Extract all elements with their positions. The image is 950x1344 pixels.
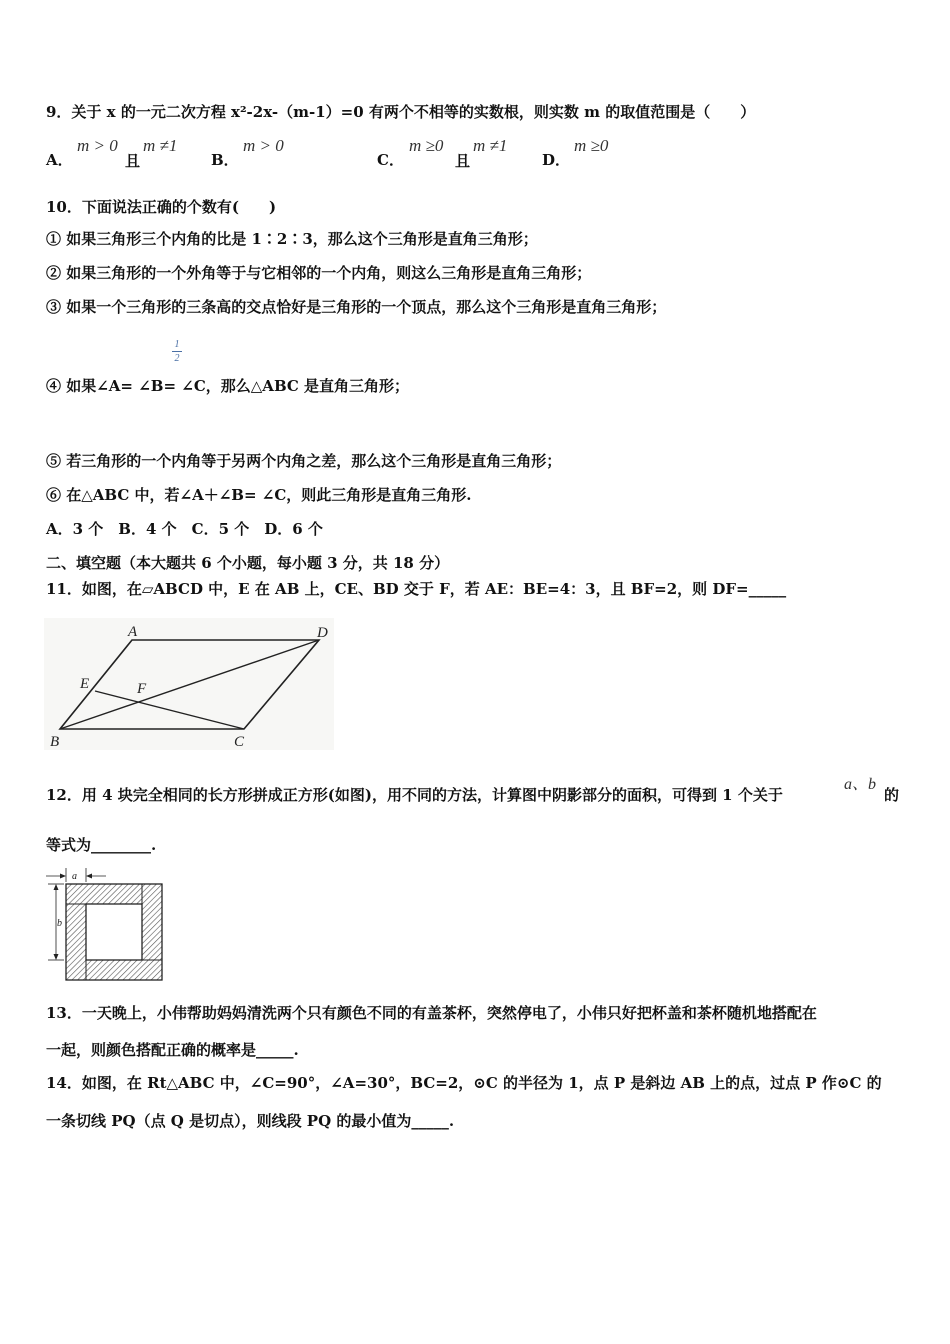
q12-stem-end: 的 [884,786,900,804]
q10-statement-5: ⑤ 若三角形的一个内角等于另两个内角之差，那么这个三角形是直角三角形； [46,452,562,470]
q9-option-d-label: D． [542,151,571,169]
q10-fraction-numerator: 1 [174,339,180,350]
q9-option-b-label: B． [211,151,239,169]
q10-statement-6: ⑥ 在△ABC 中，若∠A＋∠B= ∠C，则此三角形是直角三角形. [46,486,472,504]
q9-option-a-expr1: m > 0 [77,136,118,155]
q13-line-1: 13．一天晚上，小伟帮助妈妈清洗两个只有颜色不同的有盖茶杯，突然停电了，小伟只好把杯盖和茶杯随机地搭配在 [46,1004,817,1022]
q12-dim-arrowhead-left [60,874,66,879]
q9-option-c-connector: 且 [455,152,471,170]
q11-stem: 11．如图，在▱ABCD 中，E 在 AB 上，CE、BD 交于 F，若 AE：BE=4：3，且 BF=2，则 DF=_____ [46,580,787,598]
q12-line-2: 等式为________. [46,836,157,854]
q10-statement-1: ① 如果三角形三个内角的比是 1∶2∶3，那么这个三角形是直角三角形； [46,230,538,248]
q11-label-b: B [50,734,60,750]
q10-stem: 10．下面说法正确的个数有( ) [46,198,277,216]
q10-statement-2: ② 如果三角形的一个外角等于与它相邻的一个内角，则这么三角形是直角三角形； [46,264,592,282]
q9-option-b-expr1: m > 0 [243,136,284,155]
q9-option-a-connector: 且 [125,152,141,170]
q12-label-b: b [57,918,62,929]
q11-label-e: E [80,676,90,692]
q12-stem: 12．用 4 块完全相同的长方形拼成正方形(如图)，用不同的方法，计算图中阴影部分的面积，可得到 1 个关于 [46,786,783,804]
q10-fraction-denominator: 2 [174,353,180,364]
q12-square-figure [44,866,166,982]
q10-options: A．3 个 B．4 个 C．5 个 D．6 个 [46,520,323,538]
q14-line-2: 一条切线 PQ（点 Q 是切点），则线段 PQ 的最小值为_____. [46,1112,455,1130]
q11-label-d: D [317,625,328,641]
q12-dim-arrowhead-top [54,884,59,890]
q9-option-a-expr2: m ≠1 [143,136,178,155]
q10-statement-3: ③ 如果一个三角形的三条高的交点恰好是三角形的一个顶点，那么这个三角形是直角三角形； [46,298,667,316]
q9-option-a-label: A． [46,151,73,169]
q10-fraction-bar [172,351,182,352]
q12-dim-arrowhead-right [86,874,92,879]
q11-label-c: C [234,734,245,750]
q13-line-2: 一起，则颜色搭配正确的概率是_____. [46,1041,299,1059]
q11-label-a: A [128,624,138,640]
q12-dim-arrowhead-bottom [54,954,59,960]
q11-parallelogram-figure [44,618,334,750]
q10-fraction [172,339,182,364]
q11-label-f: F [137,681,147,697]
q9-option-c-expr2: m ≠1 [473,136,508,155]
q12-inner-square [86,904,142,960]
q12-label-a: a [72,871,77,882]
section-2-heading: 二、填空题（本大题共 6 个小题，每小题 3 分，共 18 分） [46,554,450,572]
q12-vars: a、b [844,776,877,793]
q10-statement-4: ④ 如果∠A= ∠B= ∠C，那么△ABC 是直角三角形； [46,377,410,395]
q9-option-d-expr1: m ≥0 [574,136,609,155]
q14-line-1: 14．如图，在 Rt△ABC 中，∠C=90°，∠A=30°，BC=2，⊙C 的半径为 1，点 P 是斜边 AB 上的点，过点 P 作⊙C 的 [46,1074,882,1092]
q9-option-c-label: C． [377,151,404,169]
q9-stem: 9．关于 x 的一元二次方程 x²-2x-（m-1）=0 有两个不相等的实数根，则实数 m 的取值范围是（ ） [46,103,756,121]
q9-option-c-expr1: m ≥0 [409,136,444,155]
